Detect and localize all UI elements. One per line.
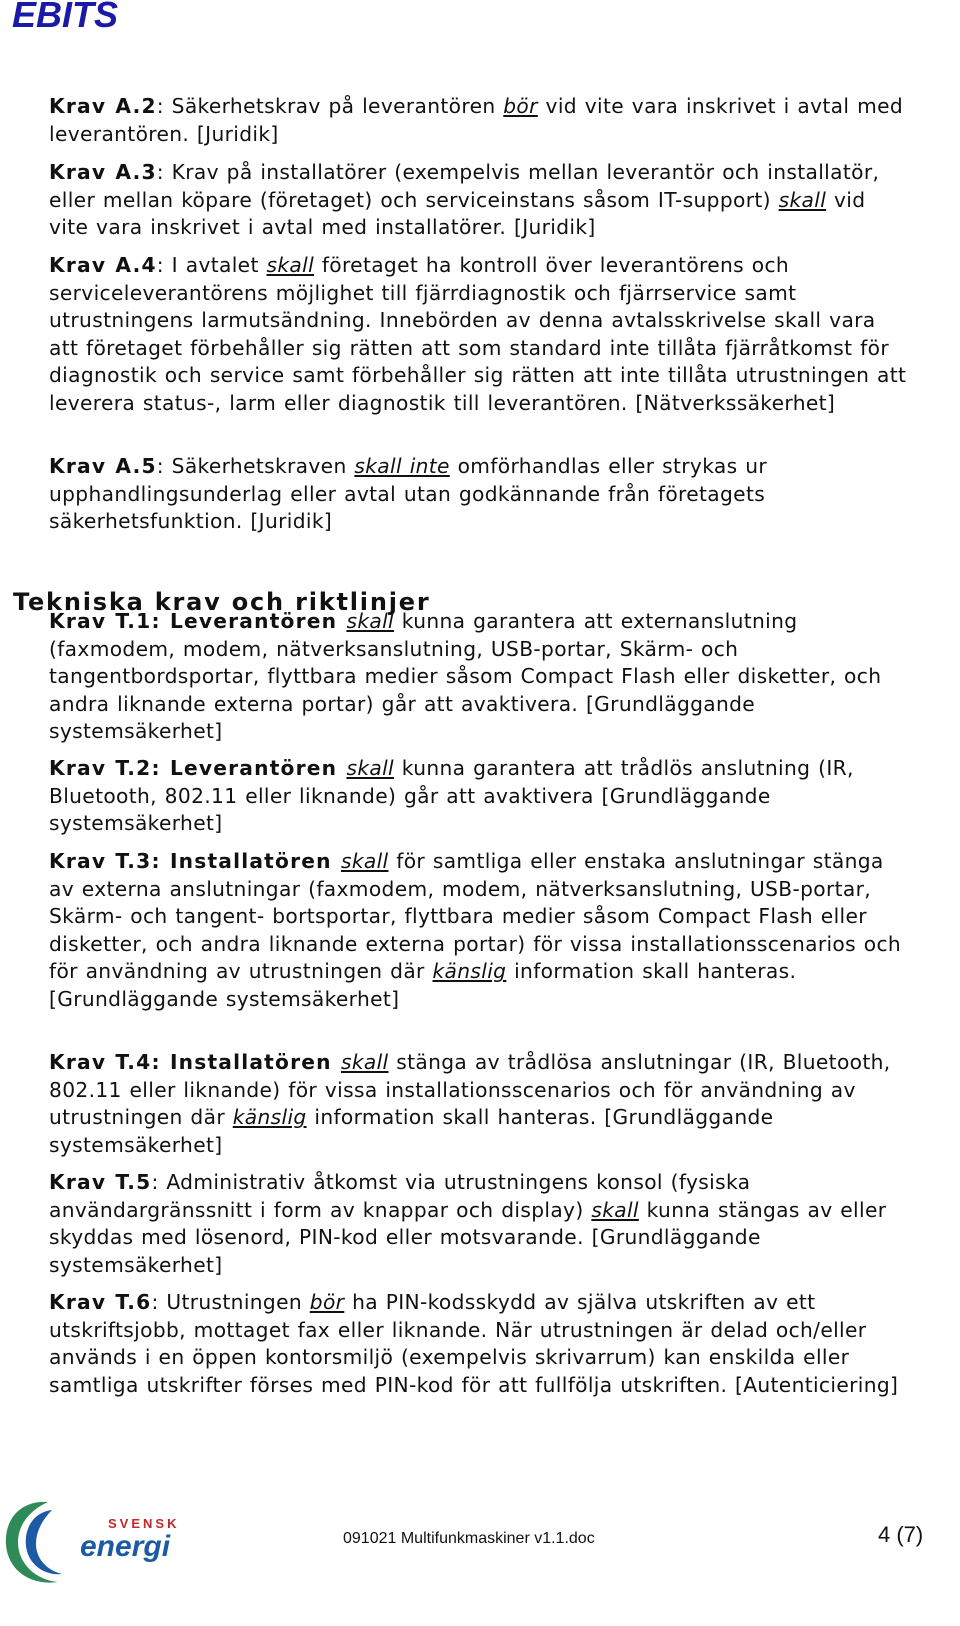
requirement-text: : Krav på installatörer (exempelvis mellan leverantör och installatör, eller mellan köpare (företaget) och serviceinstans såsom IT-support) <box>49 160 880 212</box>
requirement-a3 <box>49 159 909 242</box>
requirement-text: omförhandlas eller strykas ur upphandlingsunderlag eller avtal utan godkännande från företagets säkerhetsfunktion. [Juridik] <box>49 454 768 534</box>
requirement-keyword: bör <box>503 94 538 118</box>
requirement-text: vid vite vara inskrivet i avtal med installatörer. [Juridik] <box>49 187 866 240</box>
requirement-keyword: skall <box>340 849 389 873</box>
requirement-id: Krav T.4 <box>49 1050 152 1074</box>
footer-page-number: 4 (7) <box>878 1522 924 1547</box>
requirement-id: Krav A.4 <box>49 253 157 277</box>
requirement-text: information skall hanteras. [Grundläggande systemsäkerhet] <box>49 959 797 1011</box>
requirement-text: för samtliga eller enstaka anslutningar stänga av externa anslutningar (faxmodem, modem, nätverksanslutning, USB-portar, Skärm- och tangent- bortsportar, flyttbara medier såsom Compact Flash eller disketter, och andra liknande externa portar) för vissa installationsscenarios och för användning av utrustningen där <box>49 849 902 984</box>
requirement-id: Krav A.5 <box>49 454 157 478</box>
requirement-text: : Säkerhetskraven <box>156 454 355 478</box>
requirement-a4 <box>49 252 909 418</box>
requirement-id: Krav T.6 <box>49 1290 152 1314</box>
requirement-text: ha PIN-kodsskydd av själva utskriften av ett utskriftsjobb, mottaget fax eller liknande. När utrustningen är delad och/eller används i en öppen kontorsmiljö (exempelvis skrivarrum) kan enskilda eller samtliga utskrifter förses med PIN-kod för att fullfölja utskriften. [Autenticiering] <box>49 1290 899 1397</box>
svensk-energi-logo <box>0 1490 200 1590</box>
requirement-subject: : Installatören <box>151 1050 341 1074</box>
requirement-id: Krav T.1 <box>49 609 152 633</box>
footer-doc-name: 091021 Multifunkmaskiner v1.1.doc <box>343 1530 595 1547</box>
requirement-id: Krav T.2 <box>49 756 152 780</box>
requirement-keyword: skall <box>778 187 827 212</box>
requirement-text: vid vite vara inskrivet i avtal med leverantören. [Juridik] <box>49 94 904 146</box>
requirement-keyword: skall inte <box>354 454 450 478</box>
requirement-id: Krav T.5 <box>49 1170 152 1194</box>
requirement-keyword: skall <box>591 1197 639 1222</box>
requirement-subject: : Leverantören <box>151 609 347 633</box>
requirement-id: Krav A.3 <box>49 160 157 184</box>
requirement-text: kunna stängas av eller skyddas med lösenord, PIN-kod eller motsvarande. [Grundläggande systemsäkerhet] <box>49 1197 887 1277</box>
requirement-subject: : Leverantören <box>151 756 347 780</box>
requirement-text: : Utrustningen <box>151 1290 310 1314</box>
requirement-t1 <box>49 608 909 746</box>
requirement-id: Krav A.2 <box>49 94 157 118</box>
requirement-text: stänga av trådlösa anslutningar (IR, Bluetooth, 802.11 eller liknande) för vissa installationsscenarios och för användning av utrustningen där <box>49 1050 891 1130</box>
requirement-text: : Säkerhetskrav på leverantören <box>156 94 504 118</box>
logo-text-main: energi <box>80 1530 171 1563</box>
requirement-keyword: skall <box>346 609 395 633</box>
requirement-text: : Administrativ åtkomst via utrustningens konsol (fysiska användargränssnitt i form av knappar och display) <box>49 1170 751 1222</box>
requirement-id: Krav T.3 <box>49 849 152 873</box>
section-title: Tekniska krav och riktlinjer <box>13 588 431 616</box>
requirement-text: : I avtalet <box>156 253 267 277</box>
requirement-text: information skall hanteras. [Grundläggande systemsäkerhet] <box>49 1105 774 1157</box>
logo-text-top: SVENSK <box>108 1516 180 1531</box>
requirement-keyword: känslig <box>432 959 507 984</box>
requirement-text: kunna garantera att externanslutning (faxmodem, modem, nätverksanslutning, USB-portar, Skärm- och tangentbordsportar, flyttbara medier såsom Compact Flash eller disketter, och andra liknande externa portar) går att avaktivera. [Grundläggande systemsäkerhet] <box>49 609 882 744</box>
requirement-text: företaget ha kontroll över leverantörens och serviceleverantörens möjlighet till fjärrdiagnostik och fjärrservice samt utrustningens larmutsändning. Innebörden av denna avtalsskrivelse skall vara att företaget förbehåller sig rätten att som standard inte tillåta fjärråtkomst för diagnostik och service samt förbehåller sig rätten att inte tillåta utrustningen att leverera status-, larm eller diagnostik till leverantören. [Nätverkssäkerhet] <box>49 253 907 415</box>
requirement-t2 <box>49 755 909 838</box>
requirement-a5 <box>49 453 909 536</box>
requirement-keyword: skall <box>346 756 395 780</box>
requirement-t3 <box>49 848 909 1014</box>
requirement-keyword: känslig <box>232 1105 307 1130</box>
requirement-t5 <box>49 1169 909 1279</box>
header-logo: EBITS <box>12 0 119 35</box>
requirement-t4 <box>49 1049 909 1159</box>
requirement-t6 <box>49 1289 909 1399</box>
requirement-keyword: skall <box>340 1050 389 1074</box>
requirement-text: kunna garantera att trådlös anslutning (IR, Bluetooth, 802.11 eller liknande) går att avaktivera [Grundläggande systemsäkerhet] <box>49 756 854 836</box>
requirement-keyword: skall <box>266 253 315 277</box>
requirement-subject: : Installatören <box>151 849 341 873</box>
requirement-keyword: bör <box>309 1290 345 1314</box>
requirement-a2 <box>49 93 909 148</box>
